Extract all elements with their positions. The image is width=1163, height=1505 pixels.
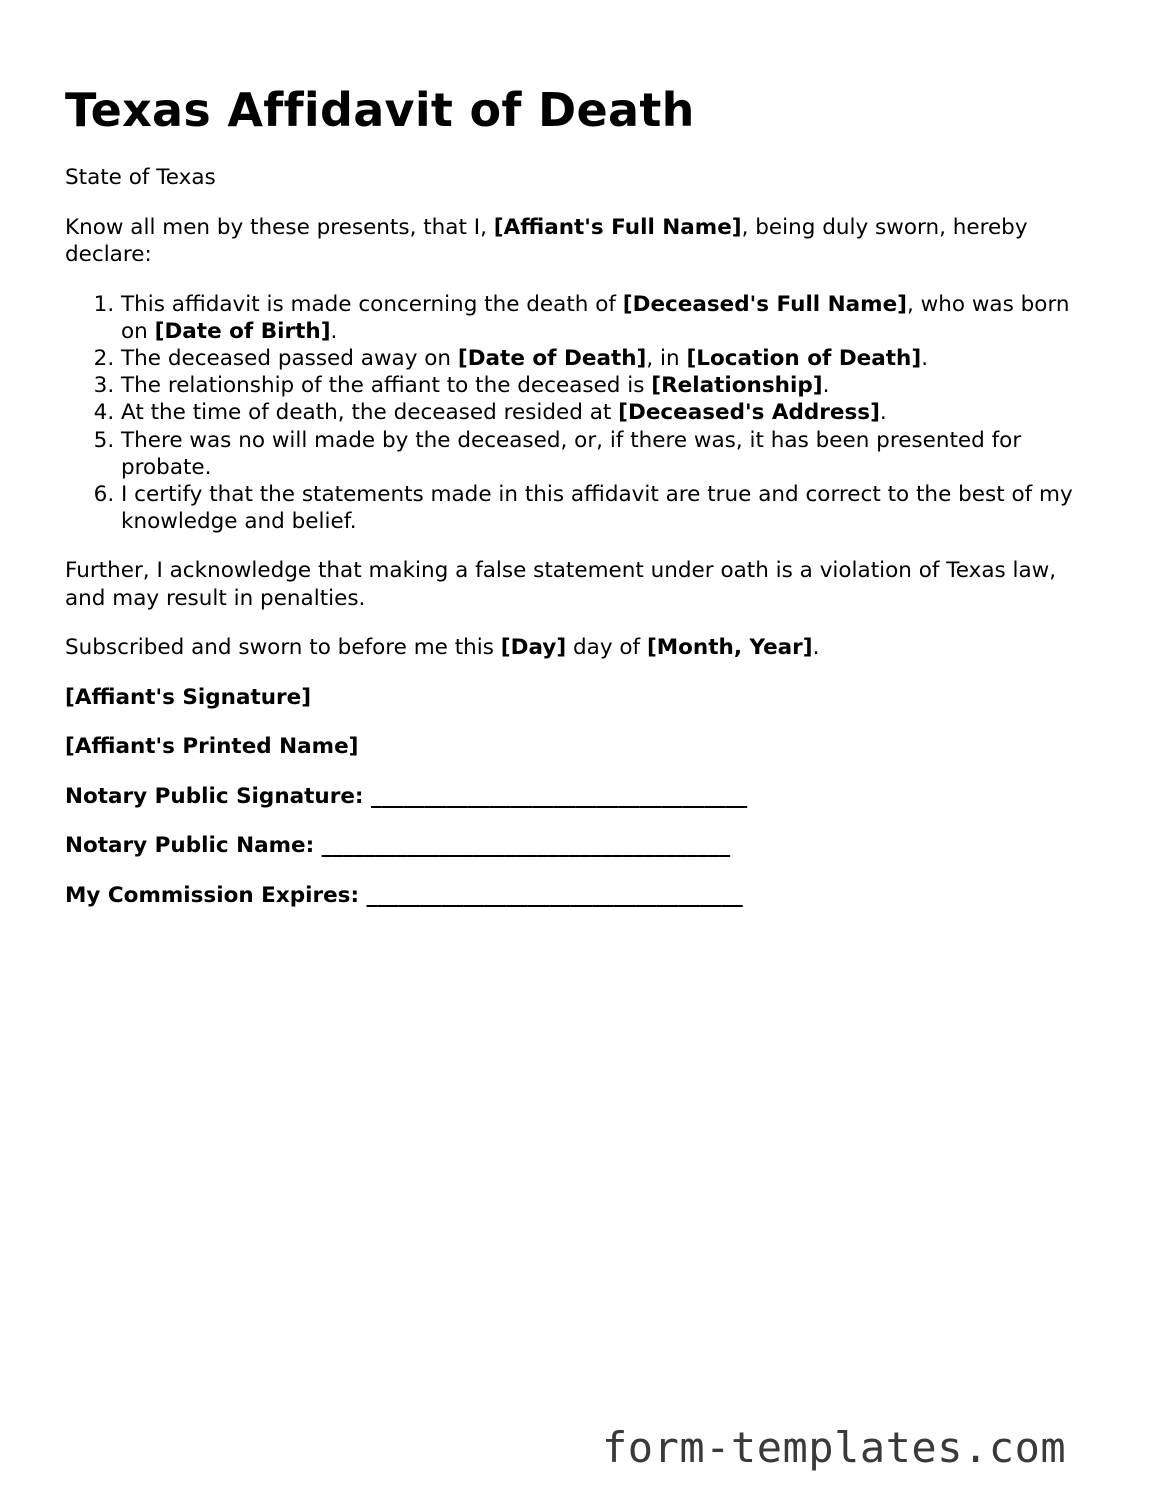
affiant-printed-name-line: [Affiant's Printed Name] <box>65 734 359 760</box>
sworn-paragraph <box>65 634 1095 662</box>
further-paragraph: Further, I acknowledge that making a false statement under oath is a violation of Texas law, and may result in penalties. <box>65 558 1057 611</box>
item-text: . <box>879 400 887 426</box>
list-item <box>121 372 1095 399</box>
day-placeholder: [Day] <box>500 635 567 661</box>
list-item <box>121 427 1095 481</box>
date-of-birth-placeholder: [Date of Birth] <box>154 318 331 344</box>
intro-text-after: , being duly sworn, hereby declare: <box>65 214 1028 267</box>
intro-paragraph <box>65 214 1095 269</box>
notary-name-line: Notary Public Name: ______________________________________ <box>65 833 731 859</box>
item-text: There was no will made by the deceased, or, if there was, it has been presented for probate. <box>121 427 1022 480</box>
affiant-signature-line: [Affiant's Signature] <box>65 684 312 710</box>
affiant-name-placeholder: [Affiant's Full Name] <box>493 214 742 240</box>
location-of-death-placeholder: [Location of Death] <box>686 345 922 371</box>
document-page <box>65 82 1095 931</box>
document-title: Texas Affidavit of Death <box>65 83 695 137</box>
list-item <box>121 345 1095 372</box>
sworn-text: Subscribed and sworn to before me this <box>65 635 501 661</box>
item-text: At the time of death, the deceased resided at <box>121 400 619 426</box>
relationship-placeholder: [Relationship] <box>651 373 823 399</box>
item-text: I certify that the statements made in this affidavit are true and correct to the best of my knowledge and belief. <box>121 481 1073 535</box>
sworn-text: . <box>812 635 820 661</box>
item-text: . <box>330 318 338 344</box>
date-of-death-placeholder: [Date of Death] <box>457 345 647 371</box>
commission-expires-line: My Commission Expires: ___________________________________ <box>65 882 743 908</box>
list-item <box>121 399 1095 426</box>
list-item <box>121 481 1095 535</box>
deceased-name-placeholder: [Deceased's Full Name] <box>622 291 907 317</box>
list-item <box>121 291 1095 345</box>
month-year-placeholder: [Month, Year] <box>646 635 813 661</box>
item-text: . <box>822 373 830 399</box>
deceased-address-placeholder: [Deceased's Address] <box>618 400 880 426</box>
declarations-list <box>65 291 1095 536</box>
item-text: , who was born on <box>121 291 1070 344</box>
item-text: , in <box>646 345 687 371</box>
item-text: This affidavit is made concerning the death of <box>121 291 623 317</box>
intro-text-before: Know all men by these presents, that I, <box>65 214 494 240</box>
notary-signature-line: Notary Public Signature: ___________________________________ <box>65 783 748 809</box>
state-line: State of Texas <box>65 165 216 190</box>
item-text: The relationship of the affiant to the deceased is <box>121 373 652 399</box>
item-text: The deceased passed away on <box>121 345 458 371</box>
sworn-text: day of <box>566 635 647 661</box>
watermark: form-templates.com <box>602 1423 1067 1472</box>
item-text: . <box>921 345 929 371</box>
